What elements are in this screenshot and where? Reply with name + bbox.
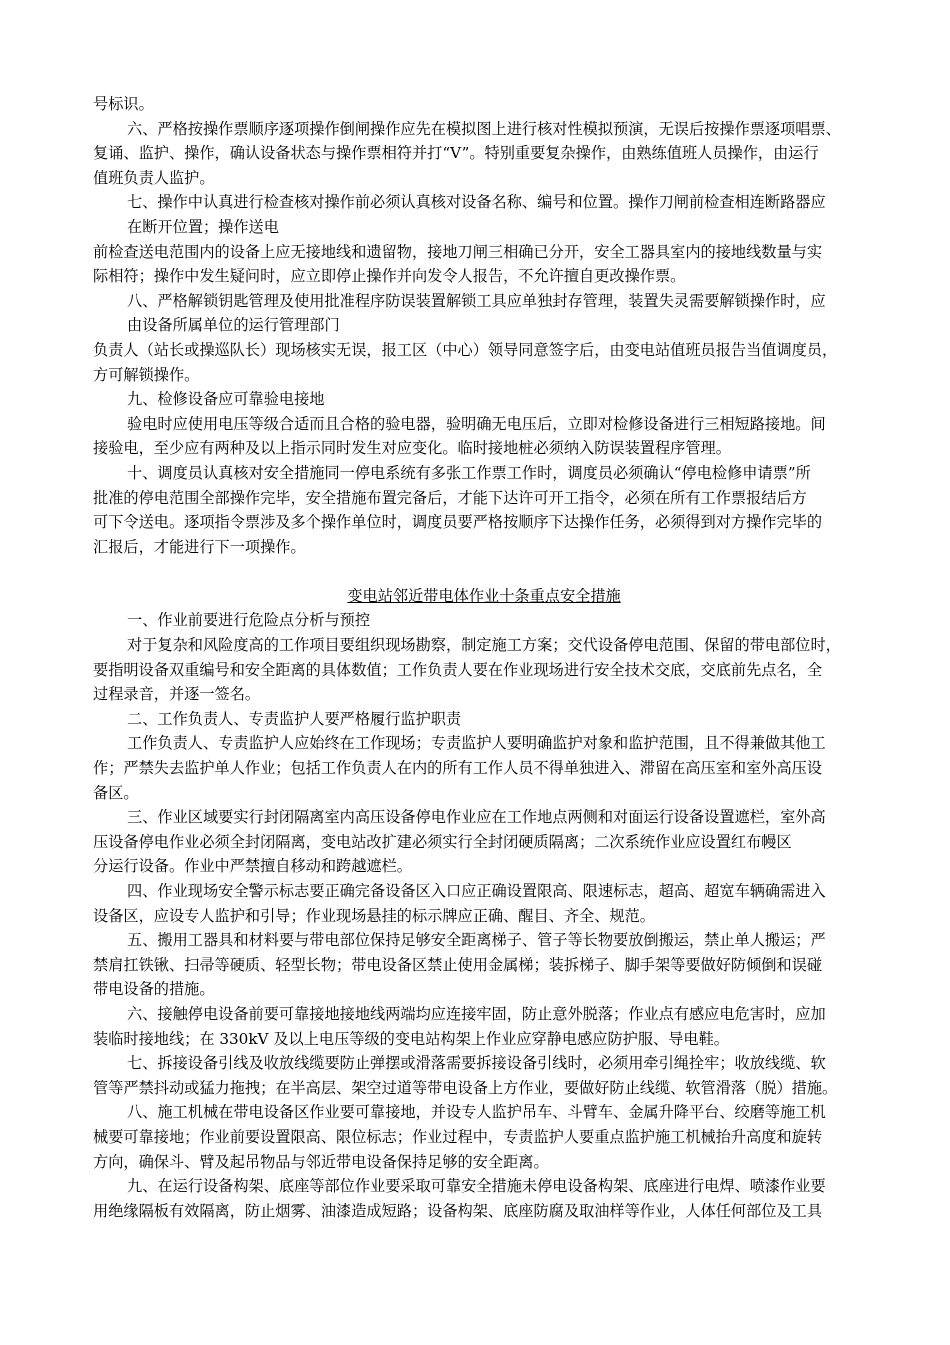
text-line: 号标识。 [93,95,154,113]
text-line: 带电设备的措施。 [93,980,215,999]
text-line: 分运行设备。作业中严禁擅自移动和跨越遮栏。 [93,857,412,876]
document-page [93,92,875,1223]
text-line: 值班负责人监护。 [93,168,215,187]
text-line: 过程录音，并逐一签名。 [93,685,261,704]
text-line: 由设备所属单位的运行管理部门 [127,316,340,335]
text-line: 一、作业前要进行危险点分析与预控 [127,611,370,630]
text-line: 六、接触停电设备前要可靠接地接地线两端均应连接牢固，防止意外脱落；作业点有感应电危害时，应加 [127,1004,826,1023]
document-part-1 [93,92,875,559]
text-line: 二、工作负责人、专责监护人要严格履行监护职责 [127,709,462,728]
text-line: 七、操作中认真进行检查核对操作前必须认真核对设备名称、编号和位置。操作刀闸前检查相连断路器应 [127,193,826,212]
text-line: 备区。 [93,783,139,802]
text-line: 五、搬用工器具和材料要与带电部位保持足够安全距离梯子、管子等长物要放倒搬运，禁止单人搬运；严 [127,931,826,950]
text-line: 九、检修设备应可靠验电接地 [127,390,325,409]
text-line: 在断开位置；操作送电 [127,217,279,236]
text-line: 方向，确保斗、臂及起吊物品与邻近带电设备保持足够的安全距离。 [93,1152,549,1171]
text-line: 批准的停电范围全部操作完毕，安全措施布置完备后，才能下达许可开工指令，必须在所有工作票报结后方 [93,488,807,507]
text-line: 四、作业现场安全警示标志要正确完备设备区入口应正确设置限高、限速标志，超高、超宽车辆确需进入 [127,882,826,900]
text-line: 三、作业区域要实行封闭隔离室内高压设备停电作业应在工作地点两侧和对面运行设备设置遮栏，室外高 [127,808,826,827]
text-line: 际相符；操作中发生疑问时，应立即停止操作并向发令人报告，不允许擅自更改操作票。 [93,267,686,286]
text-line: 用绝缘隔板有效隔离，防止烟雾、油漆造成短路；设备构架、底座防腐及取油样等作业，人体任何部位及工具 [93,1201,822,1220]
text-line: 七、拆接设备引线及收放线缆要防止弹摆或滑落需要拆接设备引线时，必须用牵引绳拴牢；收放线缆、软 [127,1054,826,1073]
text-line: 八、施工机械在带电设备区作业要可靠接地，并设专人监护吊车、斗臂车、金属升降平台、绞磨等施工机 [127,1103,826,1122]
text-line: 禁肩扛铁锹、扫帚等硬质、轻型长物；带电设备区禁止使用金属梯；装拆梯子、脚手架等要做好防倾倒和误碰 [93,955,822,974]
document-part-2 [93,608,875,1223]
text-line: 可下令送电。逐项指令票涉及多个操作单位时，调度员要严格按顺序下达操作任务，必须得到对方操作完毕的 [93,513,822,532]
text-line: 八、严格解锁钥匙管理及使用批准程序防误装置解锁工具应单独封存管理，装置失灵需要解锁操作时，应 [127,291,826,310]
text-line: 对于复杂和风险度高的工作项目要组织现场勘察，制定施工方案；交代设备停电范围、保留的带电部位时， [127,636,841,655]
text-line: 六、严格按操作票顺序逐项操作倒闸操作应先在模拟图上进行核对性模拟预演，无误后按操作票逐项唱票、 [127,119,841,138]
section-spacer [93,559,875,584]
text-line: 压设备停电作业必须全封闭隔离，变电站改扩建必须实行全封闭硬质隔离；二次系统作业应设置红布幔区 [93,832,792,851]
text-line: 复诵、监护、操作，确认设备状态与操作票相符并打“V”。特别重要复杂操作，由熟练值班人员操作，由运行 [93,144,819,163]
text-line: 负责人（站长或操巡队长）现场核实无误，报工区（中心）领导同意签字后，由变电站值班员报告当值调度员， [93,340,838,359]
text-line: 械要可靠接地；作业前要设置限高、限位标志；作业过程中，专责监护人要重点监护施工机械抬升高度和旋转 [93,1127,822,1146]
text-line: 设备区，应设专人监护和引导；作业现场悬挂的标示牌应正确、醒目、齐全、规范。 [93,906,655,925]
text-line: 方可解锁操作。 [93,365,200,384]
text-line: 接验电，至少应有两种及以上指示同时发生对应变化。临时接地桩必须纳入防误装置程序管理。 [93,439,731,458]
text-line: 装临时接地线；在 330kV 及以上电压等级的变电站构架上作业应穿静电感应防护服、导电鞋。 [93,1029,729,1048]
text-line: 汇报后，才能进行下一项操作。 [93,537,306,556]
text-line: 九、在运行设备构架、底座等部位作业要采取可靠安全措施未停电设备构架、底座进行电焊、喷漆作业要 [127,1177,826,1196]
text-line: 管等严禁抖动或猛力拖拽；在半高层、架空过道等带电设备上方作业，要做好防止线缆、软管滑落（脱）措施。 [93,1078,838,1097]
text-line: 要指明设备双重编号和安全距离的具体数值；工作负责人要在作业现场进行安全技术交底，交底前先点名，全 [93,660,822,679]
text-line: 作；严禁失去监护单人作业；包括工作负责人在内的所有工作人员不得单独进入、滞留在高压室和室外高压设 [93,759,822,778]
text-line: 验电时应使用电压等级合适而且合格的验电器，验明确无电压后，立即对检修设备进行三相短路接地。间 [127,414,826,433]
section-title: 变电站邻近带电体作业十条重点安全措施 [347,586,621,605]
text-line: 工作负责人、专责监护人应始终在工作现场；专责监护人要明确监护对象和监护范围，且不得兼做其他工 [127,734,826,753]
text-line: 前检查送电范围内的设备上应无接地线和遗留物，接地刀闸三相确已分开，安全工器具室内的接地线数量与实 [93,242,822,261]
text-line: 十、调度员认真核对安全措施同一停电系统有多张工作票工作时，调度员必须确认“停电检修申请票”所 [127,463,811,482]
